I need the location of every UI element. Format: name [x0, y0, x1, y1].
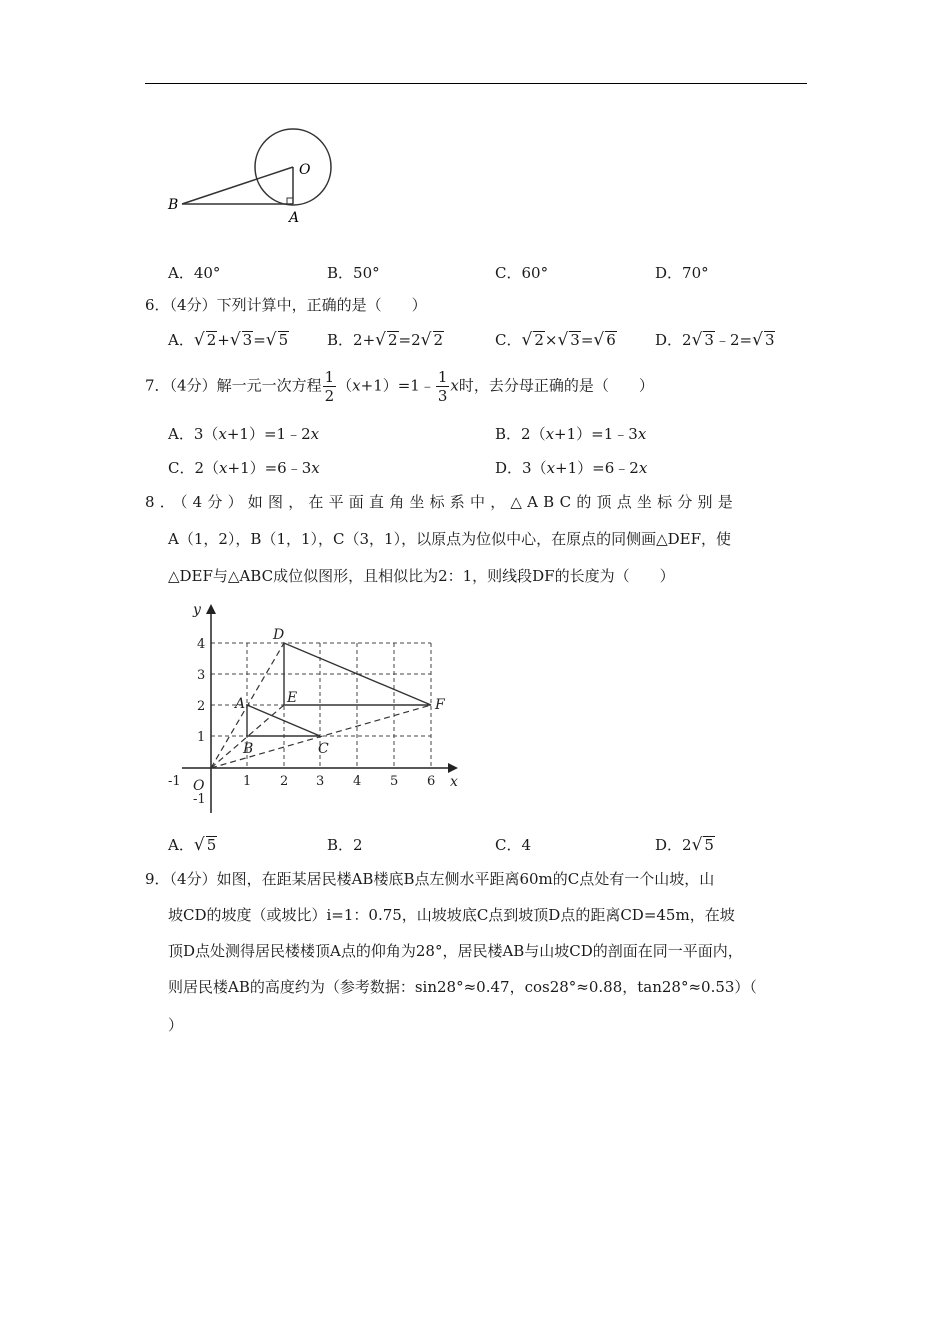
q9-line3: 顶D点处测得居民楼楼顶A点的仰角为28°，居民楼AB与山坡CD的剖面在同一平面内，: [168, 942, 743, 960]
right-angle-mark: [287, 198, 293, 204]
q7-option-d[interactable]: D．3（x+1）=6﹣2x: [495, 459, 648, 477]
axis-label-y: y: [193, 602, 201, 618]
label-a: A: [289, 210, 300, 226]
q8-line1: 8．（4分）如图，在平面直角坐标系中，△ABC的顶点坐标分别是: [145, 493, 738, 511]
x-tick-neg1: -1: [168, 774, 181, 789]
q7-stem: 7．（4分）解一元一次方程 $\frac{1}{2}$ （x+1）=1﹣ $\frac{1}{3}$ x时，去分母正确的是（ ）: [145, 368, 654, 405]
fraction-one-half: $\frac{1}{2}$: [324, 368, 335, 405]
label-d: D: [273, 627, 285, 643]
segment-bo: [182, 167, 293, 204]
x-tick-5: 5: [390, 774, 399, 789]
label-f: F: [435, 697, 445, 713]
x-tick-1: 1: [243, 774, 252, 789]
label-b: B: [243, 741, 254, 757]
x-tick-3: 3: [316, 774, 325, 789]
q9-line5: ）: [168, 1016, 184, 1034]
q7-option-c[interactable]: C．2（x+1）=6﹣3x: [168, 459, 320, 477]
q6-stem: 6．（4分）下列计算中，正确的是（ ）: [145, 296, 427, 314]
q8-option-c[interactable]: C．4: [495, 836, 532, 854]
q8-option-a[interactable]: A．√ 5: [168, 835, 217, 855]
fraction-one-third: $\frac{1}{3}$: [437, 368, 448, 405]
label-o: O: [299, 162, 311, 178]
q8-option-d[interactable]: D．2√ 5: [655, 835, 714, 855]
q8-graph: [160, 598, 470, 820]
q8-option-b[interactable]: B．2: [327, 836, 363, 854]
q5-option-a[interactable]: A．40°: [168, 264, 221, 282]
y-axis-arrow: [206, 604, 216, 614]
label-b: B: [168, 197, 179, 213]
q5-figure: [160, 120, 360, 230]
q9-line2: 坡CD的坡度（或坡比）i=1：0.75，山坡坡底C点到坡顶D点的距离CD=45m，在坡: [168, 906, 735, 924]
y-tick-2: 2: [197, 699, 206, 714]
x-tick-2: 2: [280, 774, 289, 789]
q5-option-c[interactable]: C．60°: [495, 264, 549, 282]
label-a: A: [235, 696, 246, 712]
axis-label-x: x: [450, 774, 458, 790]
y-tick-4: 4: [197, 637, 206, 652]
q6-option-d[interactable]: D．2√ 3﹣2=√ 3: [655, 330, 775, 350]
q7-option-b[interactable]: B．2（x+1）=1﹣3x: [495, 425, 647, 443]
q8-line2: A（1，2），B（1，1），C（3，1），以原点为位似中心，在原点的同侧画△DEF，使: [168, 530, 732, 548]
y-tick-3: 3: [197, 668, 206, 683]
q8-line3: △DEF与△ABC成位似图形，且相似比为2：1，则线段DF的长度为（ ）: [168, 567, 675, 585]
x-axis-arrow: [448, 763, 458, 773]
q7-option-a[interactable]: A．3（x+1）=1﹣2x: [168, 425, 320, 443]
y-tick-1: 1: [197, 730, 206, 745]
label-e: E: [287, 690, 298, 706]
q6-option-a[interactable]: A．√ 2+√ 3=√ 5: [168, 330, 289, 350]
q6-option-c[interactable]: C．√ 2×√ 3=√ 6: [495, 330, 616, 350]
label-origin: O: [193, 778, 205, 794]
header-rule: [145, 83, 807, 84]
q5-option-d[interactable]: D．70°: [655, 264, 709, 282]
q9-line1: 9．（4分）如图，在距某居民楼AB楼底B点左侧水平距离60m的C点处有一个山坡，山: [145, 870, 715, 888]
label-c: C: [318, 741, 329, 757]
q9-line4: 则居民楼AB的高度约为（参考数据：sin28°≈0.47，cos28°≈0.88，tan28°≈0.53）（: [168, 978, 757, 996]
q5-option-b[interactable]: B．50°: [327, 264, 380, 282]
q6-option-b[interactable]: B．2+√ 2=2√ 2: [327, 330, 444, 350]
x-tick-6: 6: [427, 774, 436, 789]
y-tick-neg1: -1: [193, 792, 206, 807]
x-tick-4: 4: [353, 774, 362, 789]
